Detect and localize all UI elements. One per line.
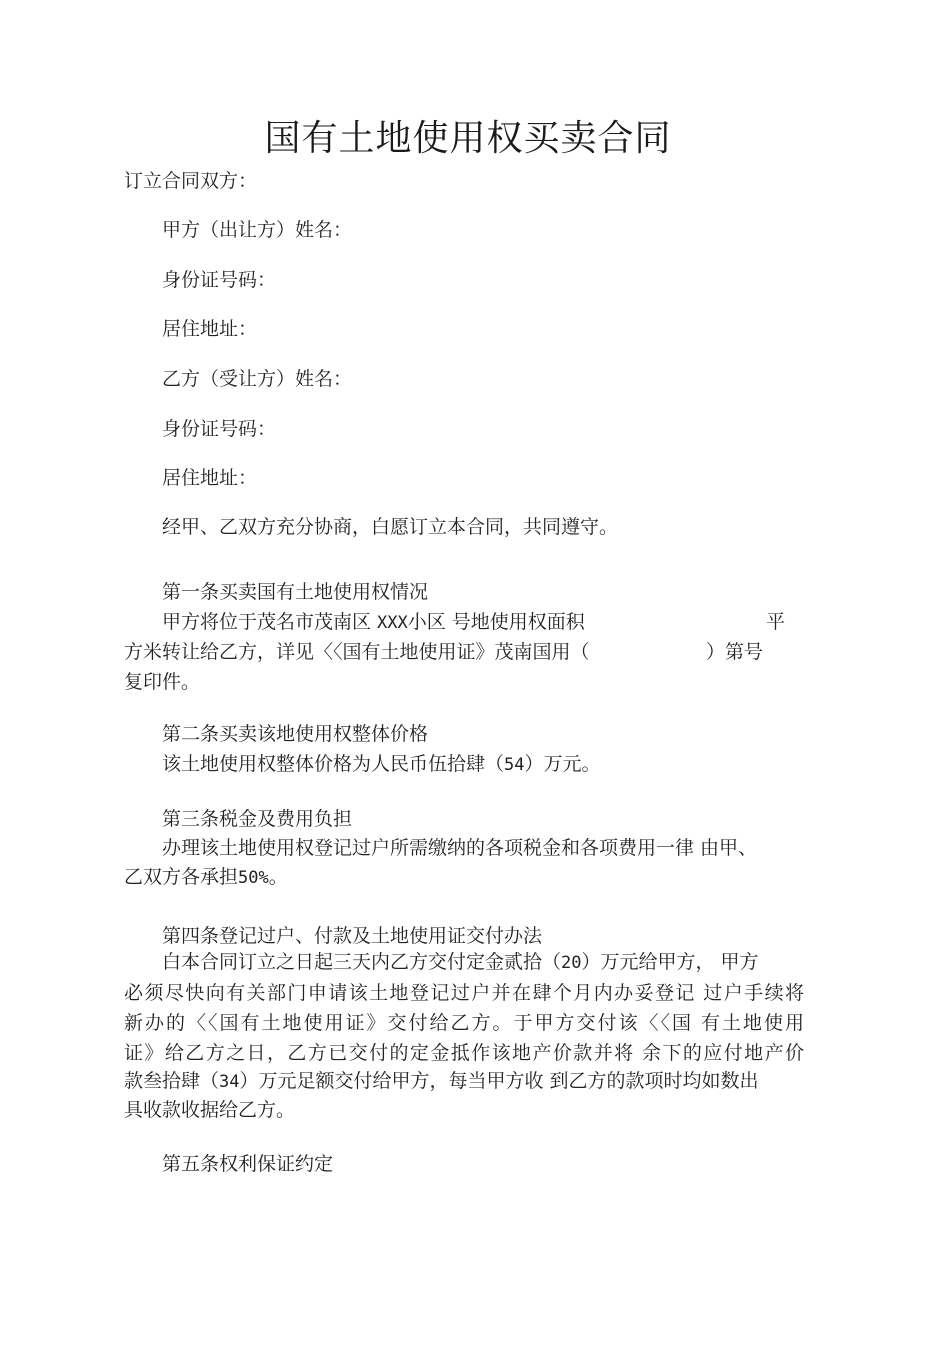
- article-4-line-5-a: 款叁拾肆（: [124, 1070, 220, 1092]
- party-b-name-label: 乙方（受让方）姓名：: [162, 368, 353, 390]
- article-3-heading: 第三条税金及费用负担: [162, 808, 353, 830]
- article-1-line-3: 复印件。: [124, 671, 201, 693]
- article-4-line-1: [162, 949, 759, 976]
- parties-intro: 订立合同双方：: [124, 170, 258, 192]
- article-1-heading: 第一条买卖国有土地使用权情况: [162, 581, 429, 603]
- article-2-heading: 第二条买卖该地使用权整体价格: [162, 723, 429, 745]
- article-1-line-2-b: ）第号: [706, 641, 764, 663]
- party-b-address-label: 居住地址：: [162, 467, 258, 489]
- article-1-line-1: [162, 609, 585, 636]
- party-a-address-label: 居住地址：: [162, 318, 258, 340]
- article-3-line-2-a: 乙双方各承担: [124, 866, 239, 888]
- article-1-line-1-unit: 平: [766, 611, 786, 633]
- party-b-id-label: 身份证号码：: [162, 418, 277, 440]
- article-4-balance-number: 34: [219, 1072, 240, 1092]
- article-4-line-5-c: ）万元足额交付给甲方，每当甲方收 到乙方的款项时均如数出: [239, 1070, 759, 1092]
- article-4-line-1-a: 白本合同订立之日起三天内乙方交付定金贰拾（: [162, 951, 562, 973]
- article-1-line-2-a: 方米转让给乙方，详见〈〈国有土地使用证》茂南国用（: [124, 641, 590, 663]
- article-2-line-1: [162, 751, 601, 778]
- article-4-heading: 第四条登记过户、付款及土地使用证交付办法: [162, 925, 543, 947]
- article-4-line-5: [124, 1068, 759, 1095]
- party-a-name-label: 甲方（出让方）姓名：: [162, 219, 353, 241]
- article-5-heading: 第五条权利保证约定: [162, 1153, 334, 1175]
- article-4-line-4: 证》给乙方之日，乙方已交付的定金抵作该地产价款并将 余下的应付地产价: [124, 1042, 804, 1064]
- article-1-line-1-a: 甲方将位于茂名市茂南区: [162, 611, 378, 633]
- article-4-line-2: 必须尽快向有关部门申请该土地登记过户并在肆个月内办妥登记 过户手续将: [124, 982, 804, 1004]
- preamble-text: 经甲、乙双方充分协商，白愿订立本合同，共同遵守。: [162, 516, 619, 538]
- article-2-line-1-a: 该土地使用权整体价格为人民币伍拾肆（: [162, 753, 505, 775]
- article-3-line-2: [124, 864, 288, 891]
- article-4-line-3: 新办的〈〈国有土地使用证》交付给乙方。于甲方交付该〈〈国 有土地使用: [124, 1012, 804, 1034]
- article-4-deposit-number: 20: [561, 953, 582, 973]
- article-4-line-6: 具收款收据给乙方。: [124, 1099, 296, 1121]
- article-1-plot-code: XXX: [377, 613, 408, 633]
- contract-title: 国有土地使用权买卖合同: [264, 118, 672, 159]
- article-1-line-1-c: 小区 号地使用权面积: [407, 611, 585, 633]
- article-3-line-2-c: 。: [268, 866, 288, 888]
- article-4-line-1-c: ）万元给甲方， 甲方: [581, 951, 759, 973]
- article-3-line-1: 办理该土地使用权登记过户所需缴纳的各项税金和各项费用一律 由甲、: [162, 837, 758, 859]
- article-3-share-percent: 50%: [238, 868, 269, 888]
- article-2-price-number: 54: [504, 755, 525, 775]
- article-2-line-1-c: ）万元。: [524, 753, 601, 775]
- party-a-id-label: 身份证号码：: [162, 269, 277, 291]
